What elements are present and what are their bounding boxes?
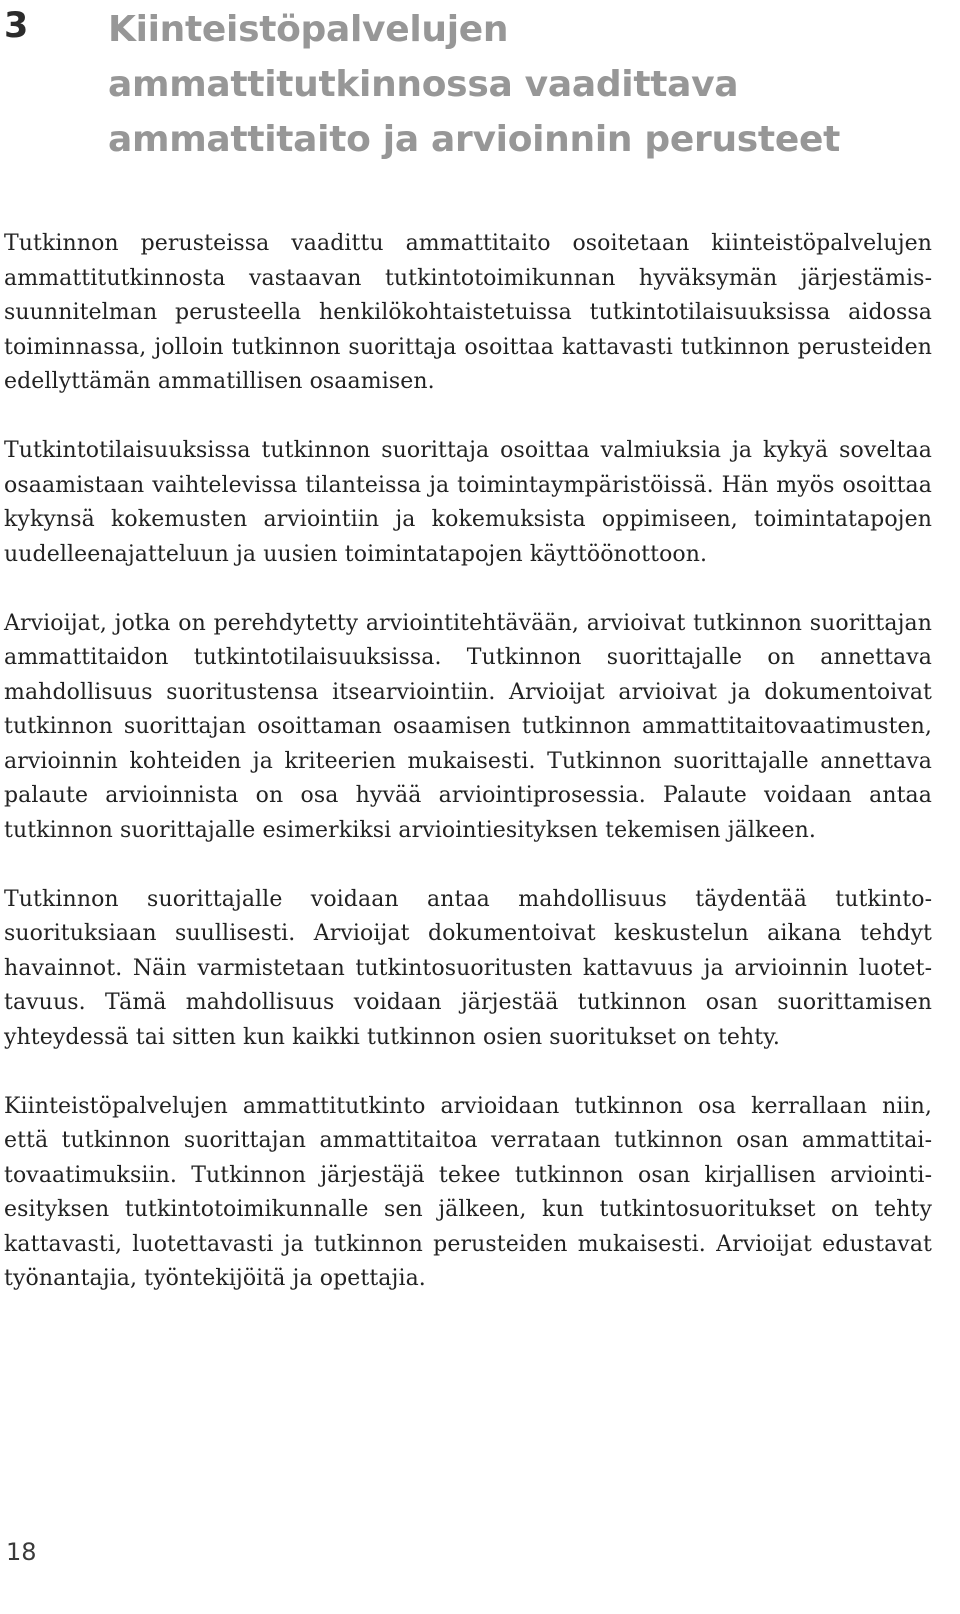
body-text	[4, 227, 932, 1331]
paragraph: Arvioijat, jotka on perehdytetty arviointitehtävään, arvioivat tutkinnon suorittajan ammattitaidon tutkintotilaisuuksissa. Tutkinnon suorittajalle on annettava mahdollisuus suoritustensa itsearviointiin. Arvioijat arvioivat ja dokumentoivat tutkinnon suorittajan osoittaman osaamisen tutkinnon ammattitaitovaatimusten, arvioinnin kohteiden ja kriteerien mukaisesti. Tutkinnon suorittajalle annettava palaute arvioinnista on osa hyvää arviointiprosessia. Palaute voidaan antaa tutkinnon suorittajalle esimerkiksi arviointiesityksen tekemisen jälkeen.	[4, 610, 932, 843]
chapter-header	[4, 2, 944, 162]
paragraph: Tutkinnon perusteissa vaadittu ammattitaito osoitetaan kiinteistöpalvelujen ammattitutkinnosta vastaavan tutkintotoimikunnan hyväksymän järjestämissuunnitelman perusteella henkilökohtaistetuissa tutkintotilaisuuksissa aidossa toiminnassa, jolloin tutkinnon suorittaja osoittaa kattavasti tutkinnon perusteiden edellyttämän ammatillisen osaamisen.	[4, 231, 932, 394]
chapter-number: 3	[4, 6, 29, 46]
paragraph: Tutkinnon suorittajalle voidaan antaa mahdollisuus täydentää tutkintosuorituksiaan suullisesti. Arvioijat dokumentoivat keskustelun aikana tehdyt havainnot. Näin varmistetaan tutkintosuoritusten kattavuus ja arvioinnin luotettavuus. Tämä mahdollisuus voidaan järjestää tutkinnon osan suorittamisen yhteydessä tai sitten kun kaikki tutkinnon osien suoritukset on tehty.	[4, 886, 932, 1050]
paragraph: Tutkintotilaisuuksissa tutkinnon suorittaja osoittaa valmiuksia ja kykyä soveltaa osaamistaan vaihtelevissa tilanteissa ja toimintaympäristöissä. Hän myös osoittaa kykynsä kokemusten arviointiin ja kokemuksista oppimiseen, toimintatapojen uudelleenajatteluun ja uusien toimintatapojen käyttöönottoon.	[4, 438, 932, 567]
chapter-title: Kiinteistöpalvelujen ammattitutkinnossa vaadittava ammattitaito ja arvioinnin perusteet	[108, 9, 840, 160]
paragraph: Kiinteistöpalvelujen ammattitutkinto arvioidaan tutkinnon osa kerrallaan niin, että tutkinnon suorittajan ammattitaitoa verrataan tutkinnon osan ammattitaitovaatimuksiin. Tutkinnon järjestäjä tekee tutkinnon osan kirjallisen arviointiesityksen tutkintotoimikunnalle sen jälkeen, kun tutkintosuoritukset on tehty kattavasti, luotettavasti ja tutkinnon perusteiden mukaisesti. Arvioijat edustavat työnantajia, työntekijöitä ja opettajia.	[4, 1093, 932, 1291]
page-number: 18	[6, 1538, 37, 1566]
